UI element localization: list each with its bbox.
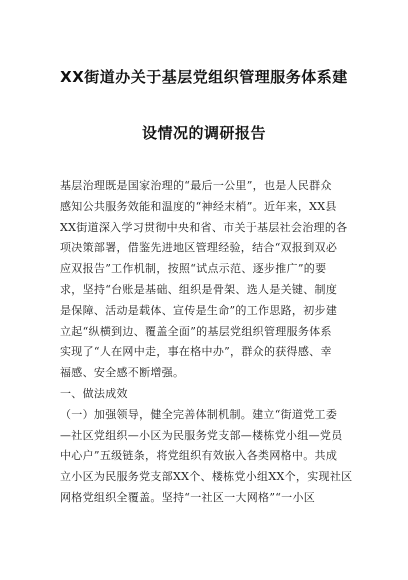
- body-line: 是保障、活动是载体、宣传是生命”的工作思路，初步建: [60, 303, 338, 317]
- body-line: 立起“纵横到边、覆盖全面”的基层党组织管理服务体系: [60, 324, 332, 338]
- body-line: 福感、安全感不断增强。: [60, 366, 185, 380]
- body-line: 感知公共服务效能和温度的“神经末梢”。近年来，XX县: [60, 199, 337, 213]
- document-title-line-2: 设情况的调研报告: [141, 124, 266, 142]
- body-line: 应双报告”工作机制，按照“试点示范、逐步推广”的要: [60, 262, 327, 276]
- body-line: 立小区为民服务党支部XX个、楼栋党小组XX个，实现社区: [60, 470, 353, 484]
- body-line: 中心户”五级链条，将党组织有效嵌入各类网格中。共成: [60, 449, 338, 463]
- body-line: 项决策部署，借鉴先进地区管理经验，结合“双报到双必: [60, 241, 338, 255]
- body-line: —社区党组织—小区为民服务党支部—楼栋党小组—党员: [60, 428, 343, 442]
- document-title-line-1: XX街道办关于基层党组织管理服务体系建: [60, 68, 348, 86]
- body-line: 求，坚持“台账是基础、组织是骨架、选人是关键、制度: [60, 282, 338, 296]
- body-line: （一）加强领导，健全完善体制机制。建立“街道党工委: [60, 407, 338, 421]
- body-line: XX街道深入学习贯彻中央和省、市关于基层社会治理的各: [60, 220, 348, 234]
- section-heading: 一、做法成效: [60, 386, 128, 400]
- document-body: [60, 176, 360, 509]
- body-line: 网格党组织全覆盖。坚持“一社区一大网格”“一小区: [60, 490, 316, 504]
- body-line: 实现了“人在网中走，事在格中办”，群众的获得感、幸: [60, 345, 332, 359]
- body-line: 基层治理既是国家治理的“最后一公里”，也是人民群众: [60, 179, 332, 192]
